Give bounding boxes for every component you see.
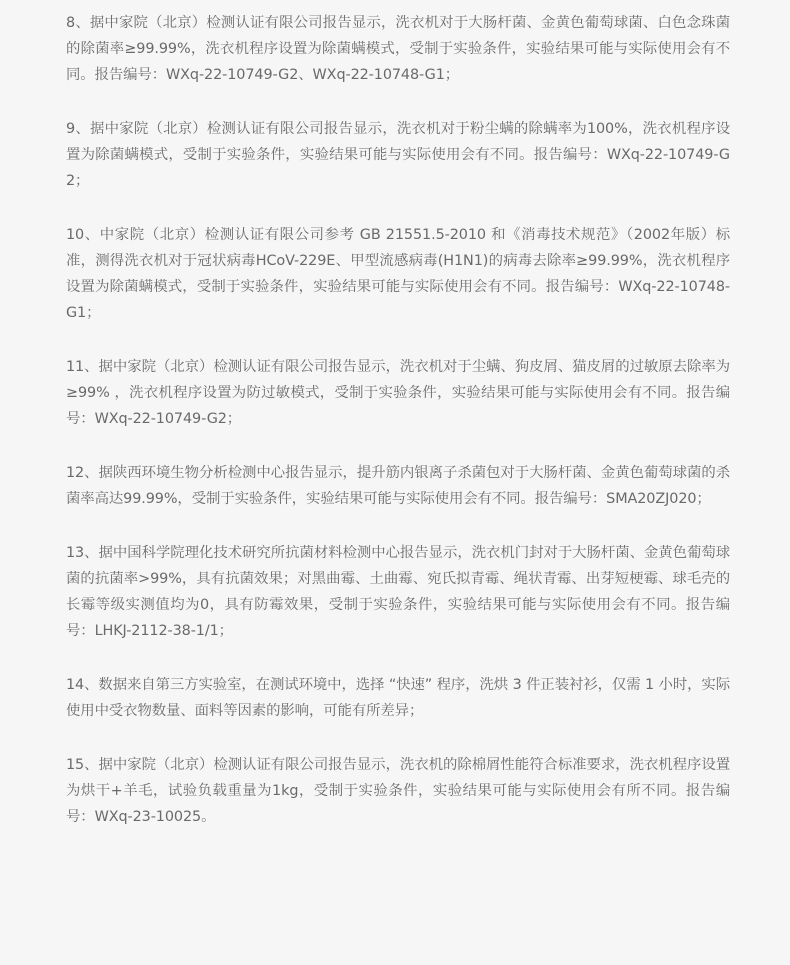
footnote-8: 8、据中家院（北京）检测认证有限公司报告显示，洗衣机对于大肠杆菌、金黄色葡萄球菌、白色念珠菌的除菌率≥99.99%，洗衣机程序设置为除菌螨模式，受制于实验条件，实验结果可能与实际使用会有不同。报告编号：WXq-22-10749-G2、WXq-22-10748-G1； <box>66 15 730 83</box>
footnote-15: 15、据中家院（北京）检测认证有限公司报告显示，洗衣机的除棉屑性能符合标准要求，洗衣机程序设置为烘干+羊毛，试验负载重量为1kg，受制于实验条件，实验结果可能与实际使用会有所不同。报告编号：WXq-23-10025。 <box>66 757 730 825</box>
footnote-10: 10、中家院（北京）检测认证有限公司参考 GB 21551.5-2010 和《消毒技术规范》（2002年版）标准，测得洗衣机对于冠状病毒HCoV-229E、甲型流感病毒(H1N1)的病毒去除率≥99.99%，洗衣机程序设置为除菌螨模式，受制于实验条件，实验结果可能与实际使用会有不同。报告编号：WXq-22-10748-G1； <box>66 227 730 321</box>
footnote-12: 12、据陕西环境生物分析检测中心报告显示，提升筋内银离子杀菌包对于大肠杆菌、金黄色葡萄球菌的杀菌率高达99.99%，受制于实验条件，实验结果可能与实际使用会有不同。报告编号：SMA20ZJ020； <box>66 465 730 507</box>
footnote-9: 9、据中家院（北京）检测认证有限公司报告显示，洗衣机对于粉尘螨的除螨率为100%，洗衣机程序设置为除菌螨模式，受制于实验条件，实验结果可能与实际使用会有不同。报告编号：WXq-22-10749-G2； <box>66 121 730 189</box>
footnote-13: 13、据中国科学院理化技术研究所抗菌材料检测中心报告显示，洗衣机门封对于大肠杆菌、金黄色葡萄球菌的抗菌率>99%，具有抗菌效果；对黑曲霉、土曲霉、宛氏拟青霉、绳状青霉、出芽短梗霉、球毛壳的长霉等级实测值均为0，具有防霉效果，受制于实验条件，实验结果可能与实际使用会有不同。报告编号：LHKJ-2112-38-1/1； <box>66 545 730 639</box>
footnote-11: 11、据中家院（北京）检测认证有限公司报告显示，洗衣机对于尘螨、狗皮屑、猫皮屑的过敏原去除率为≥99% ，洗衣机程序设置为防过敏模式，受制于实验条件，实验结果可能与实际使用会有不同。报告编号：WXq-22-10749-G2； <box>66 359 730 427</box>
footnote-14: 14、数据来自第三方实验室，在测试环境中，选择 “快速” 程序，洗烘 3 件正装衬衫，仅需 1 小时，实际使用中受衣物数量、面料等因素的影响，可能有所差异； <box>66 677 730 719</box>
